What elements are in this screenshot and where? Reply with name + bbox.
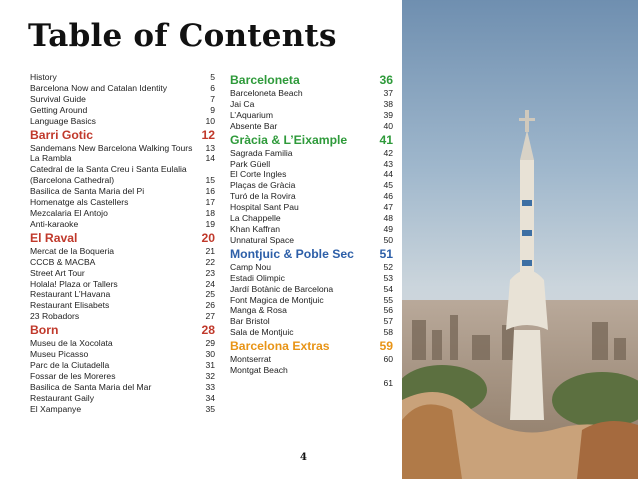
toc-row[interactable]: Restaurant L’Havana 25 [30, 289, 215, 300]
toc-row[interactable]: Survival Guide 7 [30, 93, 215, 104]
section-heading-barri-gotic[interactable]: Barri Gotic 12 [30, 127, 215, 142]
toc-row[interactable]: Language Basics 10 [30, 115, 215, 126]
toc-row[interactable]: Barceloneta Beach 37 [230, 88, 393, 98]
toc-row[interactable]: Fossar de les Moreres 32 [30, 370, 215, 381]
toc-row[interactable]: Barcelona Now and Catalan Identity 6 [30, 82, 215, 93]
toc-row[interactable]: Sagrada Familia 42 [230, 147, 393, 158]
photo-illustration [402, 0, 638, 479]
toc-row[interactable]: La Chappelle 48 [230, 213, 393, 224]
toc-row[interactable]: El Xampanye 35 [30, 403, 215, 414]
toc-row[interactable]: Museu Picasso 30 [30, 349, 215, 360]
toc-column-left [30, 72, 215, 414]
toc-row[interactable]: Parc de la Ciutadella 31 [30, 359, 215, 370]
toc-row[interactable]: Sandemans New Barcelona Walking Tours 13 [30, 142, 215, 153]
toc-row[interactable]: Museu de la Xocolata 29 [30, 338, 215, 349]
toc-row[interactable]: Camp Nou 52 [230, 261, 393, 272]
toc-column-right [230, 72, 393, 389]
toc-row[interactable]: Manga & Rosa 56 [230, 305, 393, 316]
toc-row[interactable]: Holala! Plaza or Tallers 24 [30, 278, 215, 289]
toc-row[interactable]: History 5 [30, 72, 215, 82]
toc-row[interactable]: Plaças de Gràcia 45 [230, 180, 393, 191]
toc-row[interactable]: Street Art Tour 23 [30, 267, 215, 278]
toc-row[interactable]: Jai Ca 38 [230, 98, 393, 109]
toc-row[interactable]: Bar Bristol 57 [230, 316, 393, 327]
toc-row[interactable]: Font Magica de Montjuic 55 [230, 294, 393, 305]
toc-row[interactable]: Turó de la Rovira 46 [230, 191, 393, 202]
section-heading-gracia[interactable]: Gràcia & L’Eixample 41 [230, 132, 393, 147]
toc-row[interactable]: Basilica de Santa Maria del Mar 33 [30, 381, 215, 392]
toc-row[interactable]: Unnatural Space 50 [230, 234, 393, 245]
toc-row[interactable]: CCCB & MACBA 22 [30, 256, 215, 267]
park-guell-photo [402, 0, 638, 479]
toc-row[interactable]: Restaurant Gaily 34 [30, 392, 215, 403]
toc-row[interactable]: 61 [383, 377, 393, 388]
toc-row[interactable]: Restaurant Elisabets 26 [30, 300, 215, 311]
toc-row[interactable]: Estadi Olimpic 53 [230, 272, 393, 283]
section-heading-barceloneta[interactable]: Barceloneta 36 [230, 73, 393, 87]
toc-row[interactable]: Hospital Sant Pau 47 [230, 202, 393, 213]
toc-row[interactable]: Absente Bar 40 [230, 120, 393, 131]
page-title: Table of Contents [28, 18, 337, 54]
toc-row[interactable]: (Barcelona Cathedral) 15 [30, 175, 215, 186]
section-heading-extras[interactable]: Barcelona Extras 59 [230, 339, 393, 354]
toc-row[interactable]: La Rambla 14 [30, 153, 215, 164]
toc-row[interactable]: Mercat de la Boqueria 21 [30, 245, 215, 256]
toc-row[interactable]: Montgat Beach [230, 365, 288, 376]
toc-row[interactable]: Homenatge als Castellers 17 [30, 197, 215, 208]
toc-row[interactable]: L’Aquarium 39 [230, 109, 393, 120]
toc-row[interactable]: Park Güell 43 [230, 158, 393, 169]
section-heading-born[interactable]: Born 28 [30, 323, 215, 338]
toc-row[interactable]: Getting Around 9 [30, 104, 215, 115]
toc-row[interactable]: Sala de Montjuic 58 [230, 327, 393, 338]
toc-row[interactable]: Anti-karaoke 19 [30, 218, 215, 229]
toc-row[interactable]: Montserrat 60 [230, 354, 393, 365]
toc-row[interactable]: Catedral de la Santa Creu i Santa Eulalia [30, 164, 187, 175]
toc-row[interactable]: 23 Robadors 27 [30, 311, 215, 322]
intro-list [30, 72, 215, 127]
toc-row[interactable]: Khan Kaffran 49 [230, 223, 393, 234]
section-heading-montjuic[interactable]: Montjuic & Poble Sec 51 [230, 246, 393, 261]
toc-row[interactable]: Jardí Botànic de Barcelona 54 [230, 283, 393, 294]
page-number: 4 [300, 452, 307, 463]
section-heading-el-raval[interactable]: El Raval 20 [30, 230, 215, 245]
toc-row[interactable]: El Corte Ingles 44 [230, 169, 393, 180]
toc-row[interactable]: Basilica de Santa Maria del Pi 16 [30, 186, 215, 197]
toc-row[interactable]: Mezcalaria El Antojo 18 [30, 207, 215, 218]
